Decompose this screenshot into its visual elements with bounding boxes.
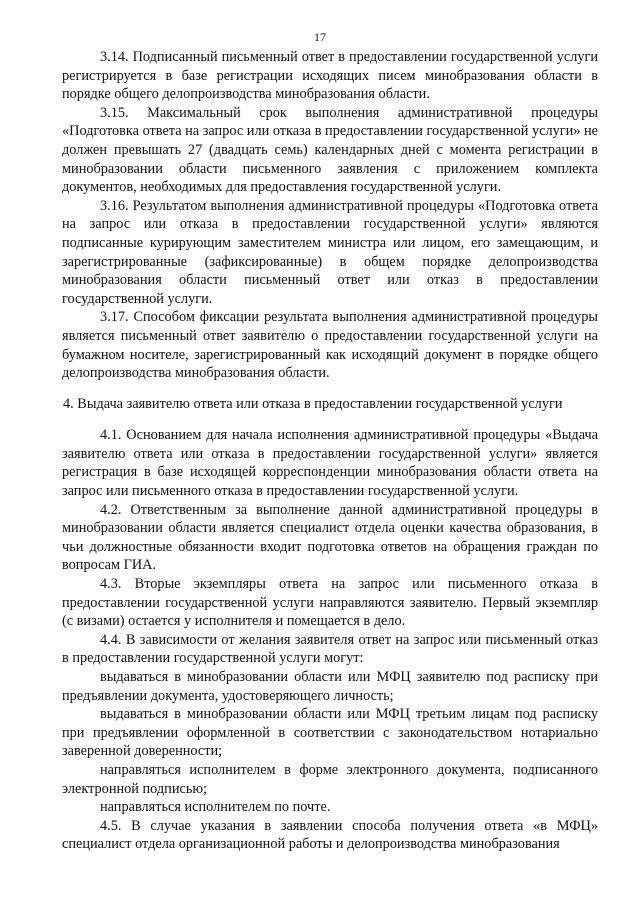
paragraph-4-1: 4.1. Основанием для начала исполнения административной процедуры «Выдача заявителю ответа или отказа в предоставлении государственной услуги» является регистрация в базе исходящей корреспонденции минобразования области ответа на запрос или письменного отказа в предоставлении государственной услуги. — [62, 427, 598, 500]
paragraph-4-2: 4.2. Ответственным за выполнение данной административной процедуры в минобразовании области является специалист отдела оценки качества образования, в чьи должностные обязанности входит подготовка ответов на обращения граждан по вопросам ГИА. — [62, 501, 598, 574]
paragraph-4-5: 4.5. В случае указания в заявлении способа получения ответа «в МФЦ» специалист отдела организационной работы и делопроизводства минобразования — [62, 817, 598, 853]
paragraph-3-15: 3.15. Максимальный срок выполнения административной процедуры «Подготовка ответа на запрос или отказа в предоставлении государственной услуги» не должен превышать 27 (двадцать семь) календарных дней с момента регистрации в минобразовании области письменного заявления с приложением комплекта документов, необходимых для предоставления государственной услуги. — [62, 104, 598, 196]
paragraph-4-3: 4.3. Вторые экземпляры ответа на запрос или письменного отказа в предоставлении государственной услуги направляются заявителю. Первый экземпляр (с визами) остается у исполнителя и помещается в дело. — [62, 576, 598, 630]
document-body — [62, 48, 598, 854]
page-number: 17 — [314, 30, 326, 44]
paragraph-3-16: 3.16. Результатом выполнения административной процедуры «Подготовка ответа на запрос или отказа в предоставлении государственной услуги» являются подписанные курирующим заместителем министра или лицом, его замещающим, и зарегистрированные (зафиксированные) в общем порядке делопроизводства минобразования области письменный ответ или отказ в предоставлении государственной услуги. — [62, 197, 598, 307]
section-heading-4: 4. Выдача заявителю ответа или отказа в предоставлении государственной услуги — [63, 395, 563, 412]
list-item-issue-to-third-parties: выдаваться в минобразовании области или МФЦ третьим лицам под расписку при предъявлении оформленной в соответствии с законодательством нотариально заверенной доверенности; — [62, 706, 598, 760]
list-item-issue-to-applicant: выдаваться в минобразовании области или МФЦ заявителю под расписку при предъявлении документа, удостоверяющего личность; — [62, 669, 598, 704]
list-item-electronic-document: направляться исполнителем в форме электронного документа, подписанного электронной подписью; — [62, 761, 598, 797]
paragraph-3-17: 3.17. Способом фиксации результата выполнения административной процедуры является письменный ответ заявителю о предоставлении государственной услуги на бумажном носителе, зарегистрированный как исходящий документ в порядке общего делопроизводства минобразования области. — [62, 309, 598, 382]
paragraph-4-4: 4.4. В зависимости от желания заявителя ответ на запрос или письменный отказ в предоставлении государственной услуги могут: — [62, 631, 598, 667]
paragraph-3-14: 3.14. Подписанный письменный ответ в предоставлении государственной услуги регистрируется в базе регистрации исходящих писем минобразования области в порядке общего делопроизводства минобразования области. — [62, 49, 598, 103]
list-item-by-mail: направляться исполнителем по почте. — [100, 799, 331, 816]
